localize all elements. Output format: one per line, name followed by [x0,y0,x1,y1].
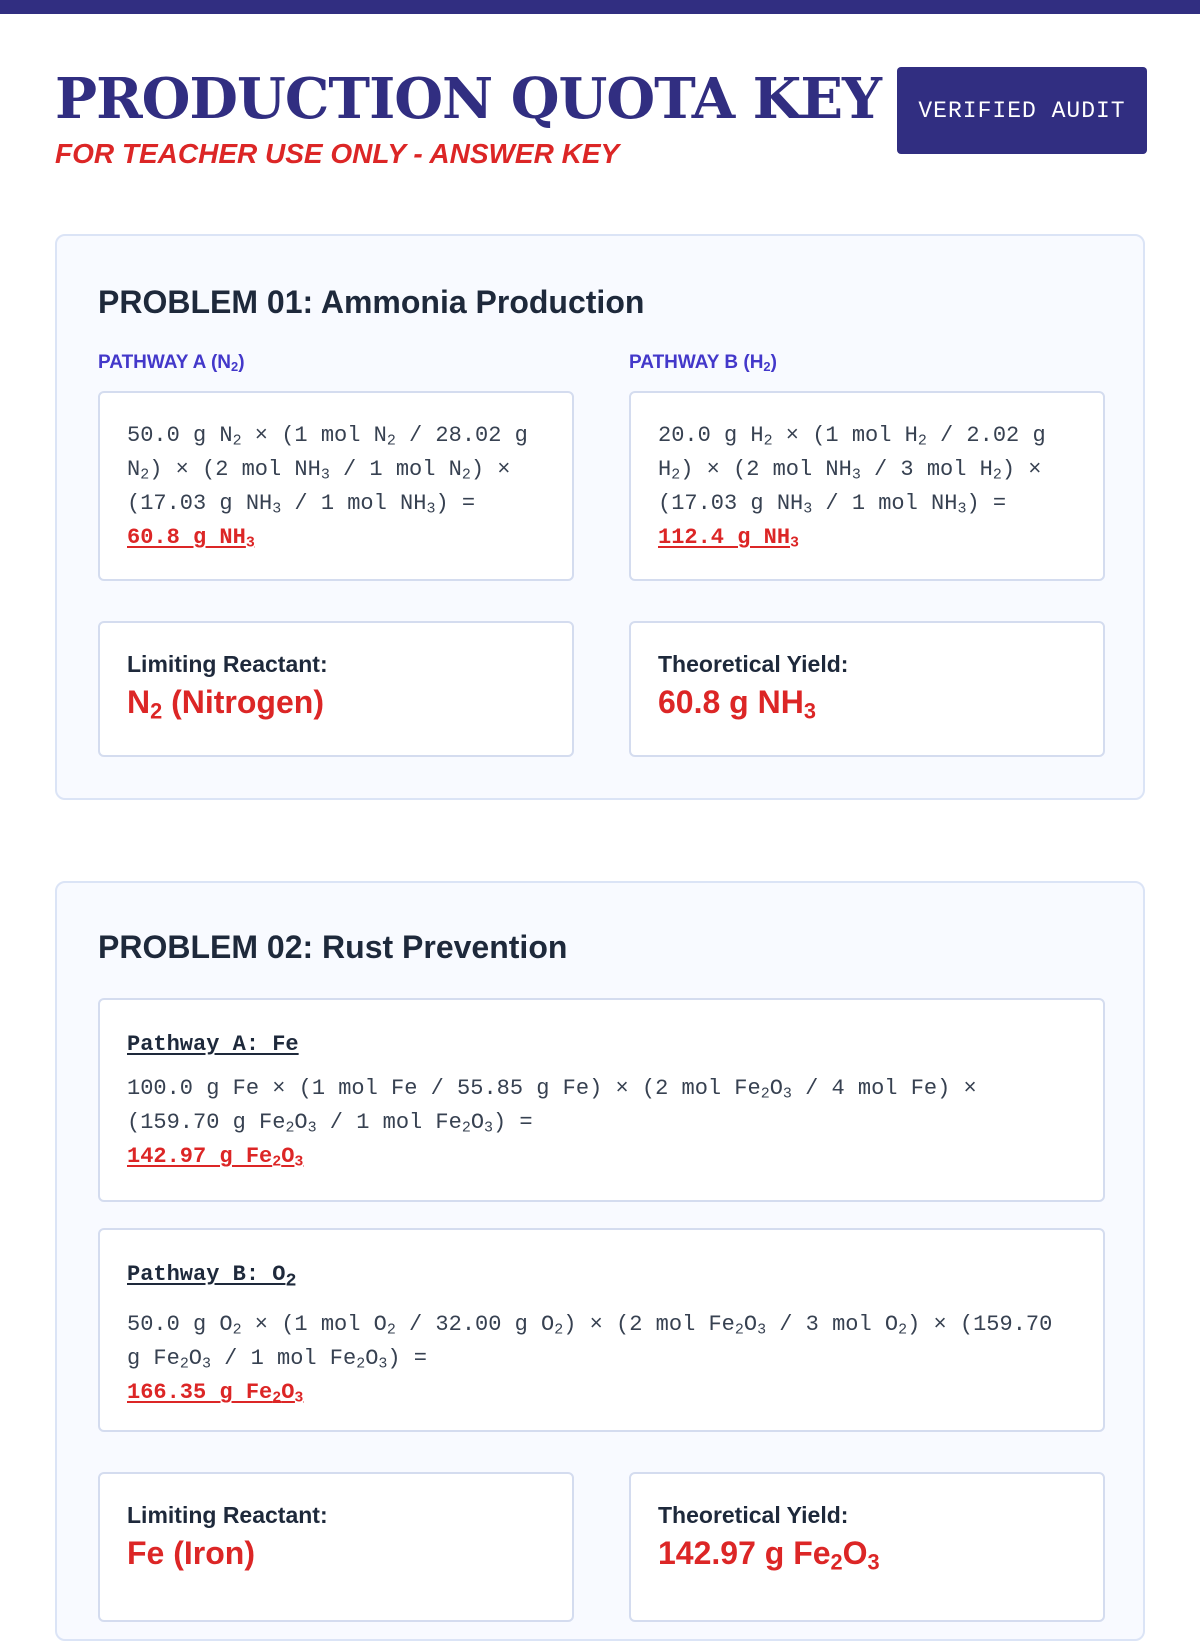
page-title: PRODUCTION QUOTA KEY [55,66,882,132]
pathway-a-answer: 60.8 g $NH_3$ [127,525,255,552]
pathway-b-answer: 112.4 g $NH_3$ [658,525,800,552]
calculation-text: 20.0 g $H_2 \times (1$ mol $H_2 / 2.02$ g $H_2) \times (2$ mol $NH_3 / 3$ mol $H_2) \times (17.03$ g $NH_3 / 1$ mol $NH_3$) = [658,423,1059,518]
calculation-text: 50.0 g $O_2 \times (1$ mol $O_2 / 32.00$ g $O_2) \times (2$ mol $Fe_2O_3 / 3$ mol $O_2) \times (159.70$ g $Fe_2O_3 / 1$ mol $Fe_2O_3$) = [127,1312,1066,1374]
limiting-reactant-value: $N_2$ (Nitrogen) [127,684,324,724]
pathway-a-calculation [127,419,546,555]
limiting-reactant-label: Limiting Reactant: [127,651,328,677]
top-accent-bar [0,0,1200,14]
pathway-b-calculation-box [98,1228,1105,1432]
limiting-reactant-label: Limiting Reactant: [127,1502,328,1528]
pathway-a-calculation-box [98,998,1105,1202]
theoretical-yield-value: 142.97 g $Fe_2O_3$ [658,1535,880,1575]
pathway-b-label: PATHWAY B $(H_2)$ [629,352,777,375]
verified-audit-badge: VERIFIED AUDIT [897,67,1147,154]
pathway-a-answer: 142.97 g $Fe_2O_3$ [127,1144,304,1171]
pathway-b-heading: Pathway B: $O_2$ [127,1262,297,1292]
limiting-reactant-value: Fe (Iron) [127,1535,255,1571]
problem-title: PROBLEM 02: Rust Prevention [98,929,568,965]
theoretical-yield-value: 60.8 g $NH_3$ [658,684,816,724]
problem-02-card [55,881,1145,1641]
page-subtitle: FOR TEACHER USE ONLY - ANSWER KEY [55,138,620,169]
calculation-text: 100.0 g Fe × (1 mol Fe / 55.85 g Fe) × (2 mol $Fe_2O_3 / 4$ mol Fe) × (159.70 g $Fe_2O_3 / 1$ mol $Fe_2O_3$) = [127,1076,990,1137]
limiting-reactant-box [98,621,574,757]
pathway-a-calculation-box [98,391,574,581]
pathway-b-calculation-box [629,391,1105,581]
theoretical-yield-box [629,621,1105,757]
pathway-a-heading: Pathway A: Fe [127,1032,299,1057]
pathway-b-calculation [658,419,1077,555]
pathway-a-calculation [127,1072,1077,1174]
calculation-text: 50.0 g $N_2 \times (1$ mol $N_2 / 28.02$ g $N_2) \times (2$ mol $NH_3 / 1$ mol $N_2) \times (17.03$ g $NH_3 / 1$ mol $NH_3$) = [127,423,542,518]
problem-01-card [55,234,1145,800]
pathway-b-calculation [127,1308,1077,1410]
problem-title: PROBLEM 01: Ammonia Production [98,284,645,320]
pathway-a-label: PATHWAY A $(N_2)$ [98,352,245,375]
theoretical-yield-label: Theoretical Yield: [658,651,849,677]
pathway-b-answer: 166.35 g $Fe_2O_3$ [127,1380,304,1408]
theoretical-yield-label: Theoretical Yield: [658,1502,849,1528]
